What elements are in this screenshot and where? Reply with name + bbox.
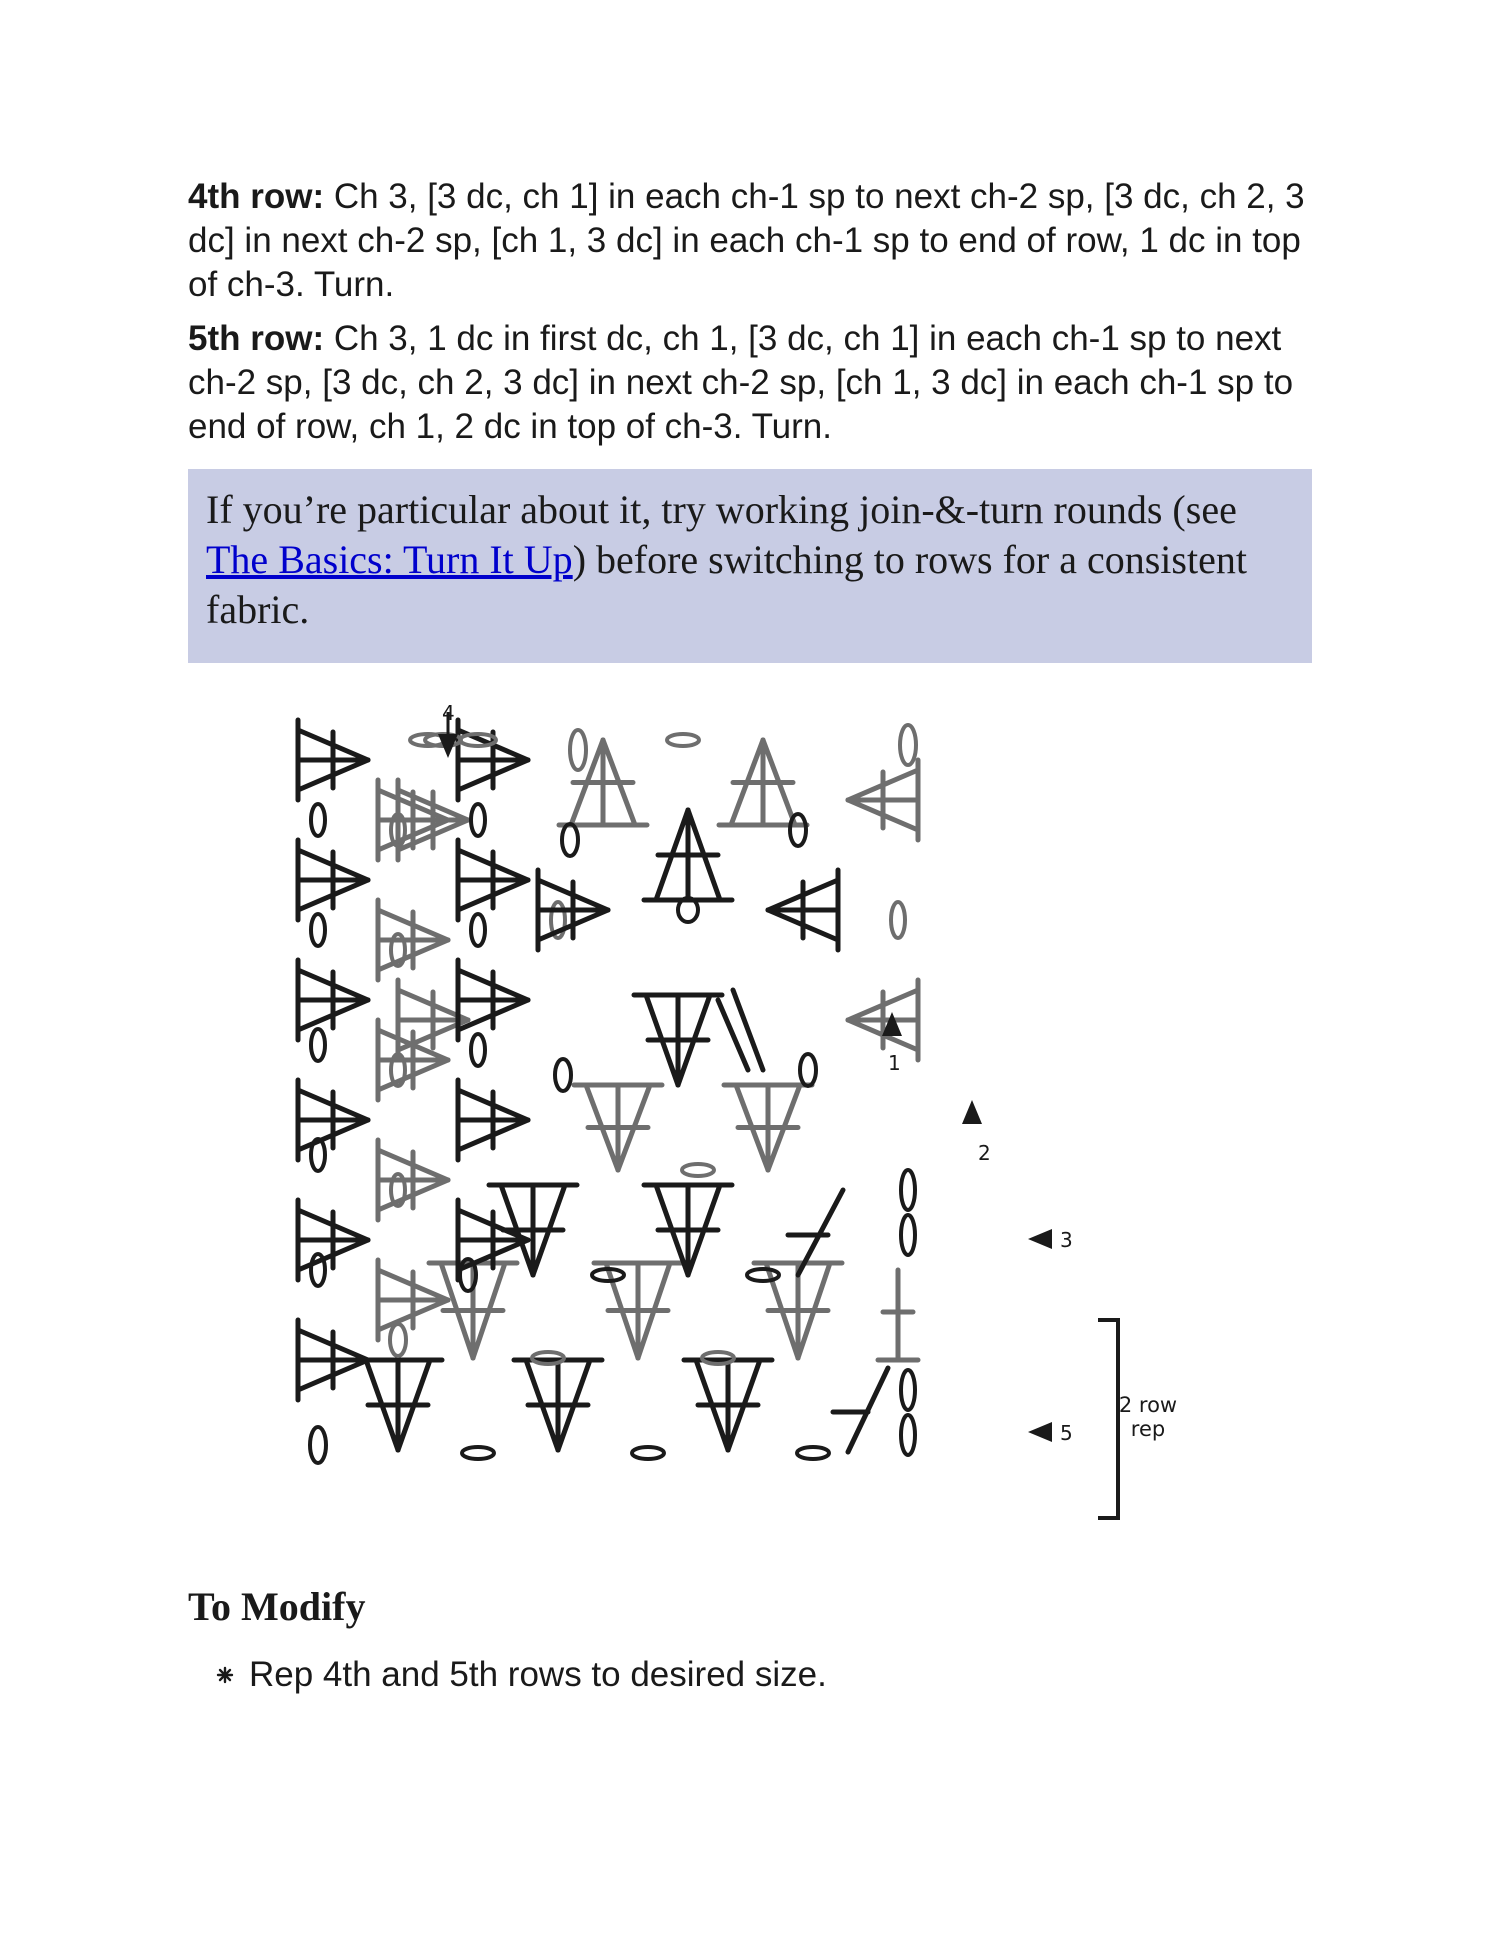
tip-text-before: If you’re particular about it, try working join-&-turn rounds (see (206, 487, 1237, 532)
chain-stitch (471, 1034, 485, 1066)
section-heading: To Modify (188, 1584, 366, 1629)
crochet-chart (288, 700, 1228, 1520)
chain-stitch (632, 1447, 664, 1459)
stitch-symbols (298, 720, 918, 1463)
page-content (188, 175, 1312, 663)
tip-box (188, 469, 1312, 663)
chain-stitch (310, 1427, 326, 1463)
chain-stitch (797, 1447, 829, 1459)
chain-stitch (901, 1415, 915, 1455)
chain-stitch (570, 730, 586, 770)
list-item (215, 1653, 827, 1697)
row-5-label: 5th row: (188, 319, 325, 358)
chain-stitch (390, 1324, 406, 1356)
chain-stitch (311, 1029, 325, 1061)
chain-stitch (891, 902, 905, 938)
bullet-list (215, 1653, 827, 1697)
chain-stitch (562, 824, 578, 856)
rep-bracket-icon (1098, 1320, 1118, 1518)
marker-2-label: 2 (978, 1141, 991, 1165)
arrow-2-icon (962, 1100, 982, 1124)
row-4-label: 4th row: (188, 177, 325, 216)
chain-stitch (900, 725, 916, 765)
marker-1-label: 1 (888, 1051, 901, 1075)
instruction-row-5 (188, 317, 1312, 449)
stitch-stroke (718, 1000, 748, 1070)
chain-stitch (901, 1170, 915, 1210)
arrow-5-icon (1028, 1422, 1052, 1442)
chain-stitch (462, 1447, 494, 1459)
chain-stitch (901, 1215, 915, 1255)
rep-label-line1: 2 row (1118, 1393, 1178, 1417)
chain-stitch (555, 1059, 571, 1091)
rep-label-line2: rep (1130, 1417, 1166, 1441)
asterisk-bullet-icon (215, 1665, 235, 1685)
chain-stitch (747, 1269, 779, 1281)
row-4-text: Ch 3, [3 dc, ch 1] in each ch-1 sp to next ch-2 sp, [3 dc, ch 2, 3 dc] in next ch-2 sp, [ch 1, 3 dc] in each ch-1 sp to end of row, 1 dc in top of ch-3. Turn. (188, 177, 1305, 304)
chain-stitch (471, 914, 485, 946)
stitch-stroke (733, 990, 763, 1070)
chain-stitch (667, 734, 699, 746)
chain-stitch (682, 1164, 714, 1176)
tip-link[interactable]: The Basics: Turn It Up (206, 537, 573, 582)
chain-stitch (790, 814, 806, 846)
tip-text-after: ) before switching to rows for a consistent fabric. (206, 537, 1247, 632)
row-5-text: Ch 3, 1 dc in first dc, ch 1, [3 dc, ch 1] in each ch-1 sp to next ch-2 sp, [3 dc, ch 2, 3 dc] in next ch-2 sp, [ch 1, 3 dc] in each ch-1 sp to end of row, ch 1, 2 dc in top of ch-3. Turn. (188, 319, 1294, 446)
marker-4-label: 4 (442, 701, 455, 725)
chain-stitch (901, 1370, 915, 1410)
instruction-row-4 (188, 175, 1312, 307)
chain-stitch (471, 804, 485, 836)
chart-labels (442, 701, 1177, 1445)
arrow-3-icon (1028, 1229, 1052, 1249)
chain-stitch (311, 804, 325, 836)
bullet-text: Rep 4th and 5th rows to desired size. (249, 1655, 827, 1694)
chain-stitch (800, 1054, 816, 1086)
chain-stitch (311, 914, 325, 946)
marker-5-label: 5 (1060, 1421, 1073, 1445)
marker-3-label: 3 (1060, 1228, 1073, 1252)
